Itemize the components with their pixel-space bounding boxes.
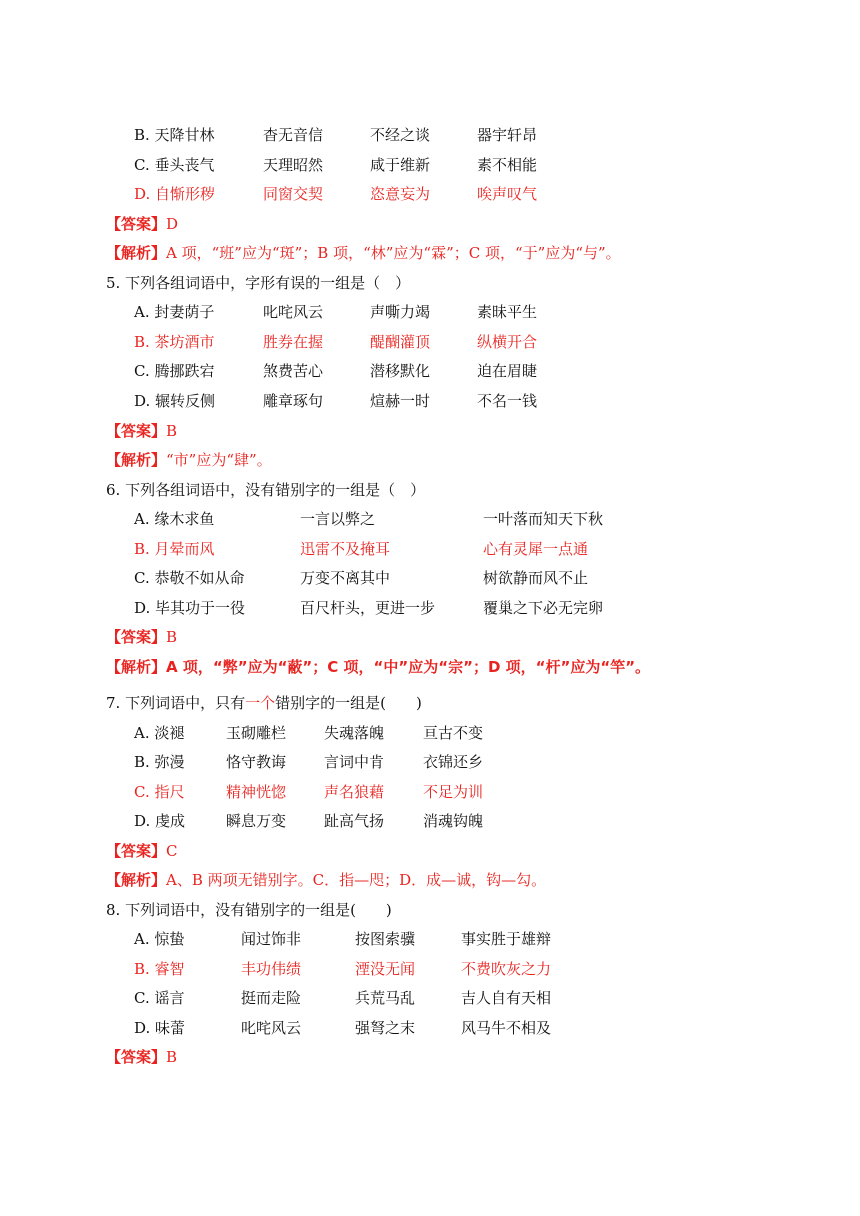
option-word: 恪守教诲 xyxy=(226,753,287,771)
option-c-label: C. 垂头丧气 xyxy=(134,156,215,174)
stem-part: 错别字的一组是( ) xyxy=(275,694,422,712)
option-word: 叱咤风云 xyxy=(241,1019,302,1037)
answer-tag: 【答案】 xyxy=(106,422,167,440)
analysis-line xyxy=(106,243,621,263)
option-b-label: B. 天降甘林 xyxy=(134,126,215,144)
option-c-label: C. 腾挪跌宕 xyxy=(134,362,215,380)
stem-emphasis: 一个 xyxy=(245,694,276,712)
analysis-text: A 项，“班”应为“斑”；B 项，“林”应为“霖”；C 项，“于”应为“与”。 xyxy=(166,244,621,262)
option-word: 声嘶力竭 xyxy=(370,303,431,321)
option-word: 雕章琢句 xyxy=(263,392,324,410)
option-d-label: D. 味蕾 xyxy=(134,1019,186,1037)
option-b-label: B. 月晕而风 xyxy=(134,540,215,558)
question-8-stem: 8. 下列词语中，没有错别字的一组是( ) xyxy=(106,901,392,919)
option-word: 百尺杆头，更进一步 xyxy=(300,599,436,617)
option-word: 强弩之末 xyxy=(355,1019,416,1037)
option-d-label: D. 辗转反侧 xyxy=(134,392,216,410)
option-word: 闻过饰非 xyxy=(241,930,302,948)
answer-line xyxy=(106,841,178,861)
option-word: 覆巢之下必无完卵 xyxy=(483,599,604,617)
option-word: 风马牛不相及 xyxy=(461,1019,552,1037)
option-a-label: A. 惊蛰 xyxy=(134,930,185,948)
analysis-tag: 【解析】 xyxy=(106,871,167,889)
option-word: 丰功伟绩 xyxy=(241,960,302,978)
analysis-text: A、B 两项无错别字。C．指—咫；D．成—诚，钩—勾。 xyxy=(166,871,547,889)
answer-value: B xyxy=(166,422,178,440)
option-word: 醍醐灌顶 xyxy=(370,333,431,351)
option-word: 器宇轩昂 xyxy=(477,126,538,144)
analysis-tag: 【解析】 xyxy=(106,244,167,262)
option-word: 失魂落魄 xyxy=(324,724,385,742)
answer-tag: 【答案】 xyxy=(106,842,167,860)
answer-tag: 【答案】 xyxy=(106,215,167,233)
option-word: 瞬息万变 xyxy=(226,812,287,830)
option-word: 消魂钩魄 xyxy=(423,812,484,830)
option-word: 湮没无闻 xyxy=(355,960,416,978)
option-word: 不名一钱 xyxy=(477,392,538,410)
option-word: 吉人自有天相 xyxy=(461,989,552,1007)
answer-value: C xyxy=(166,842,178,860)
option-word: 素昧平生 xyxy=(477,303,538,321)
option-b-label: B. 弥漫 xyxy=(134,753,185,771)
option-b-label: B. 睿智 xyxy=(134,960,185,978)
option-word: 兵荒马乱 xyxy=(355,989,416,1007)
analysis-tag: 【解析】 xyxy=(106,658,167,676)
answer-value: D xyxy=(166,215,179,233)
option-word: 咸于维新 xyxy=(370,156,431,174)
option-word: 叱咤风云 xyxy=(263,303,324,321)
option-word: 声名狼藉 xyxy=(324,783,385,801)
answer-tag: 【答案】 xyxy=(106,1048,167,1066)
option-word: 衣锦还乡 xyxy=(423,753,484,771)
option-word: 亘古不变 xyxy=(423,724,484,742)
option-word: 心有灵犀一点通 xyxy=(483,540,589,558)
option-word: 纵横开合 xyxy=(477,333,538,351)
option-word: 玉砌雕栏 xyxy=(226,724,287,742)
answer-line xyxy=(106,214,178,234)
answer-line xyxy=(106,1047,177,1067)
option-word: 煊赫一时 xyxy=(370,392,431,410)
analysis-tag: 【解析】 xyxy=(106,451,167,469)
option-a-label: A. 缘木求鱼 xyxy=(134,510,215,528)
option-c-label: C. 指尺 xyxy=(134,783,185,801)
answer-line xyxy=(106,627,177,647)
option-c-label: C. 谣言 xyxy=(134,989,185,1007)
option-d-label: D. 毕其功于一役 xyxy=(134,599,246,617)
option-c-label: C. 恭敬不如从命 xyxy=(134,569,245,587)
option-word: 同窗交契 xyxy=(263,185,324,203)
answer-value: B xyxy=(166,1048,178,1066)
option-word: 不费吹灰之力 xyxy=(461,960,552,978)
option-word: 素不相能 xyxy=(477,156,538,174)
analysis-line xyxy=(106,450,272,470)
answer-line xyxy=(106,421,177,441)
option-word: 迅雷不及掩耳 xyxy=(300,540,391,558)
option-d-label: D. 自惭形秽 xyxy=(134,185,216,203)
option-word: 一叶落而知天下秋 xyxy=(483,510,604,528)
analysis-line xyxy=(106,870,546,890)
option-word: 精神恍惚 xyxy=(226,783,287,801)
question-6-stem: 6. 下列各组词语中，没有错别字的一组是（ ） xyxy=(106,481,426,499)
question-7-stem xyxy=(106,693,422,713)
option-word: 不经之谈 xyxy=(370,126,431,144)
option-word: 趾高气扬 xyxy=(324,812,385,830)
option-word: 唉声叹气 xyxy=(477,185,538,203)
question-5-stem: 5. 下列各组词语中，字形有误的一组是（ ） xyxy=(106,274,411,292)
option-word: 杳无音信 xyxy=(263,126,324,144)
option-a-label: A. 淡褪 xyxy=(134,724,185,742)
analysis-text: “市”应为“肆”。 xyxy=(166,451,272,469)
option-a-label: A. 封妻荫子 xyxy=(134,303,215,321)
option-word: 言词中肯 xyxy=(324,753,385,771)
option-word: 挺而走险 xyxy=(241,989,302,1007)
option-word: 按图索骥 xyxy=(355,930,416,948)
option-b-label: B. 茶坊酒市 xyxy=(134,333,215,351)
option-word: 潜移默化 xyxy=(370,362,431,380)
stem-part: 7. 下列词语中，只有 xyxy=(106,694,246,712)
answer-value: B xyxy=(166,628,178,646)
option-word: 天理昭然 xyxy=(263,156,324,174)
option-word: 一言以弊之 xyxy=(300,510,376,528)
analysis-text: A 项，“弊”应为“蔽”；C 项，“中”应为“宗”；D 项，“杆”应为“竿”。 xyxy=(166,658,651,676)
answer-tag: 【答案】 xyxy=(106,628,167,646)
option-word: 不足为训 xyxy=(423,783,484,801)
option-word: 事实胜于雄辩 xyxy=(461,930,552,948)
option-word: 胜券在握 xyxy=(263,333,324,351)
option-d-label: D. 虔成 xyxy=(134,812,186,830)
option-word: 煞费苦心 xyxy=(263,362,324,380)
option-word: 恣意妄为 xyxy=(370,185,431,203)
option-word: 树欲静而风不止 xyxy=(483,569,589,587)
analysis-line xyxy=(106,657,650,677)
option-word: 迫在眉睫 xyxy=(477,362,538,380)
option-word: 万变不离其中 xyxy=(300,569,391,587)
